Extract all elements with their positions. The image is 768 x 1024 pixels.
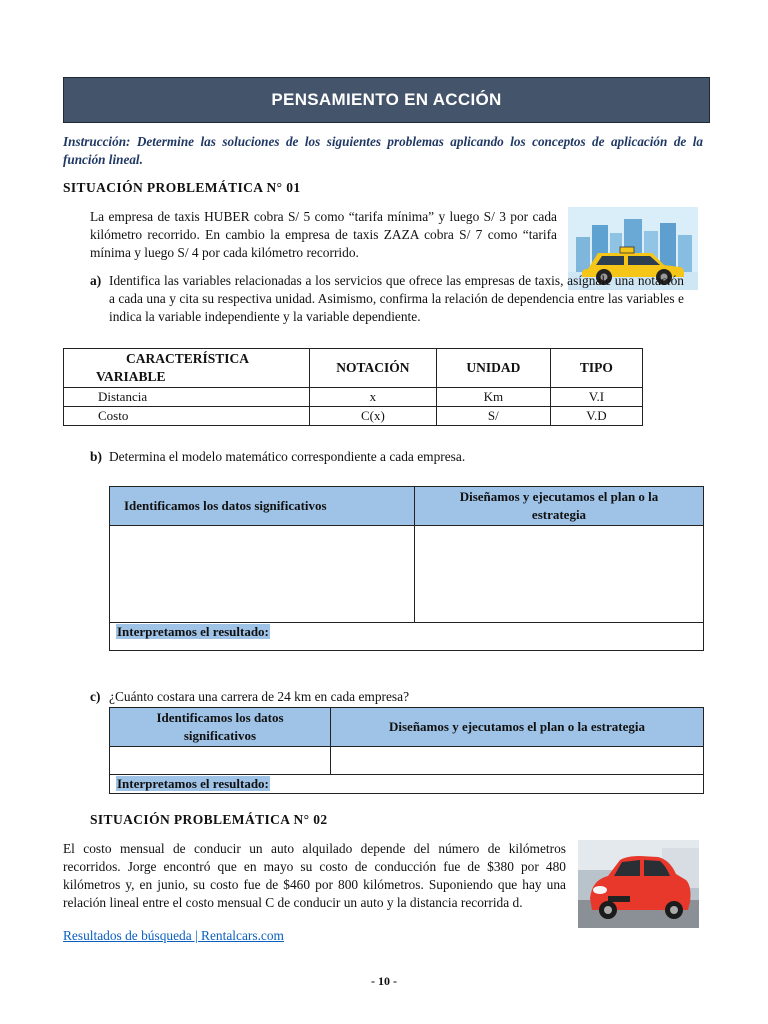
c-cell-datos[interactable]: [110, 747, 331, 775]
cell-notacion: C(x): [309, 407, 436, 426]
header-caracteristica-line2: VARIABLE: [96, 369, 166, 384]
header-tipo: TIPO: [550, 349, 642, 388]
item-c-label: c): [90, 689, 101, 704]
item-c-text: ¿Cuánto costara una carrera de 24 km en cada empresa?: [109, 689, 410, 704]
header-caracteristica: [64, 349, 310, 388]
item-b-label: b): [90, 449, 102, 464]
c-solution-table: [109, 707, 704, 794]
c-header-plan: Diseñamos y ejecutamos el plan o la estrategia: [331, 708, 704, 747]
cell-unidad: S/: [436, 407, 550, 426]
b-cell-datos[interactable]: [110, 526, 415, 623]
b-header-plan: Diseñamos y ejecutamos el plan o la estrategia: [415, 487, 704, 526]
situation1-heading: SITUACIÓN PROBLEMÁTICA N° 01: [63, 180, 301, 195]
variables-table: [63, 348, 643, 426]
c-interpret-label: Interpretamos el resultado:: [117, 776, 269, 791]
b-cell-plan[interactable]: [415, 526, 704, 623]
header-unidad: UNIDAD: [436, 349, 550, 388]
b-interpret-row[interactable]: [110, 623, 704, 651]
page-number: - 10 -: [371, 974, 397, 988]
cell-unidad: Km: [436, 388, 550, 407]
c-interpret-row[interactable]: [110, 775, 704, 794]
table-header-row: [64, 349, 643, 388]
header-notacion: NOTACIÓN: [309, 349, 436, 388]
table-row: [64, 388, 643, 407]
table-row: [64, 407, 643, 426]
cell-tipo: V.D: [550, 407, 642, 426]
rentalcars-link-wrap: [63, 927, 284, 945]
rentalcars-link[interactable]: Resultados de búsqueda | Rentalcars.com: [63, 928, 284, 943]
item-a-label: a): [90, 273, 102, 288]
item-a-text: Identifica las variables relacionadas a los servicios que ofrece las empresas de taxis, asígnale una notación a cada una y cita su respectiva unidad. Asimismo, confirma la relación de dependencia entre las variables e indica la variable independiente y la variable dependiente.: [109, 273, 684, 324]
b-interpret-label: Interpretamos el resultado:: [117, 624, 269, 639]
header-caracteristica-line1: CARACTERÍSTICA: [126, 351, 250, 366]
banner-title: PENSAMIENTO EN ACCIÓN: [271, 90, 502, 109]
cell-notacion: x: [309, 388, 436, 407]
car-image: [578, 840, 699, 928]
instruction-text: Instrucción: Determine las soluciones de los siguientes problemas aplicando los conceptos de aplicación de la función lineal.: [63, 134, 703, 167]
b-header-datos: Identificamos los datos significativos: [110, 487, 415, 526]
situation2-heading: SITUACIÓN PROBLEMÁTICA N° 02: [90, 812, 328, 827]
cell-variable: Distancia: [64, 388, 310, 407]
c-cell-plan[interactable]: [331, 747, 704, 775]
item-b-text: Determina el modelo matemático correspondiente a cada empresa.: [109, 449, 466, 464]
b-solution-table: [109, 486, 704, 651]
situation2-paragraph: El costo mensual de conducir un auto alquilado depende del número de kilómetros recorridos. Jorge encontró que en mayo su costo de conducción fue de $380 por 480 kilómetros y, en junio, su costo fue de $460 por 800 kilómetros. Suponiendo que hay una relación lineal entre el costo mensual C de conducir un auto y la distancia recorrida d.: [63, 841, 566, 910]
cell-variable: Costo: [64, 407, 310, 426]
situation1-paragraph: La empresa de taxis HUBER cobra S/ 5 como “tarifa mínima” y luego S/ 3 por cada kilómetro recorrido. En cambio la empresa de taxis ZAZA cobra S/ 7 como “tarifa mínima y luego S/ 4 por cada kilómetro recorrido.: [90, 209, 557, 260]
c-header-datos: Identificamos los datos significativos: [110, 708, 331, 747]
cell-tipo: V.I: [550, 388, 642, 407]
section-banner: [63, 77, 710, 123]
